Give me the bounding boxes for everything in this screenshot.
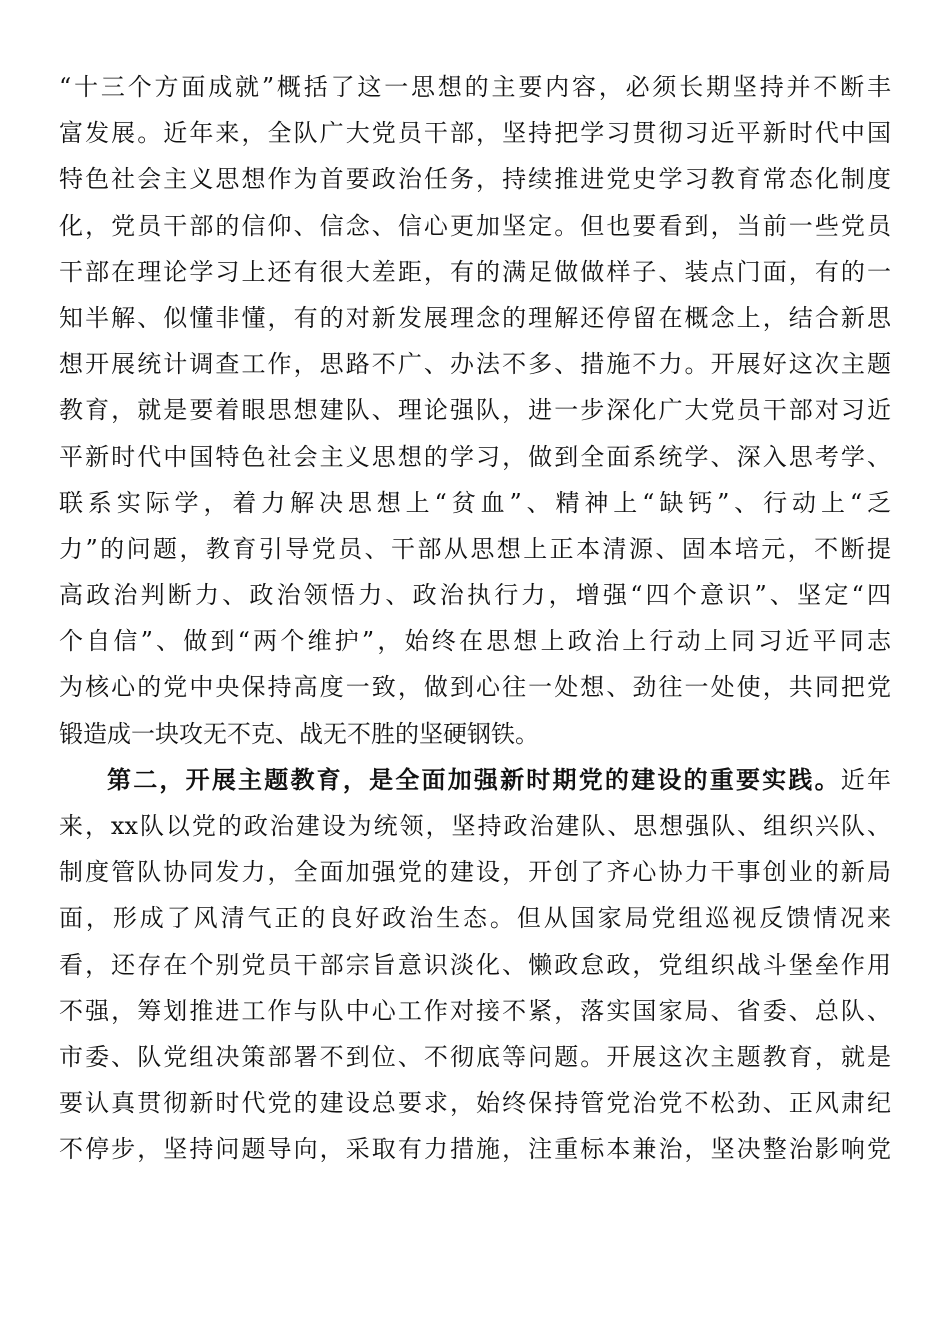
text-line: 不强，筹划推进工作与队中心工作对接不紧，落实国家局、省委、总队、: [59, 996, 891, 1025]
text-line: 力”的问题，教育引导党员、干部从思想上正本清源、固本培元，不断提: [59, 534, 891, 563]
text-line: 知半解、似懂非懂，有的对新发展理念的理解还停留在概念上，结合新思: [59, 303, 891, 332]
text-line: 面，形成了风清气正的良好政治生态。但从国家局党组巡视反馈情况来: [59, 904, 891, 933]
text-line: 个自信”、做到“两个维护”，始终在思想上政治上行动上同习近平同志: [59, 627, 891, 656]
heading-line-continuation: 近年: [840, 765, 892, 794]
text-line: 制度管队协同发力，全面加强党的建设，开创了齐心协力干事创业的新局: [59, 858, 891, 887]
text-line: 化，党员干部的信仰、信念、信心更加坚定。但也要看到，当前一些党员: [59, 211, 891, 240]
text-line: 教育，就是要着眼思想建队、理论强队，进一步深化广大党员干部对习近: [59, 396, 891, 425]
text-line: 干部在理论学习上还有很大差距，有的满足做做样子、装点门面，有的一: [59, 257, 891, 286]
text-line: 联系实际学，着力解决思想上“贫血”、精神上“缺钙”、行动上“乏: [59, 488, 891, 517]
text-line: 看，还存在个别党员干部宗旨意识淡化、懒政怠政，党组织战斗堡垒作用: [59, 950, 891, 979]
text-line: 高政治判断力、政治领悟力、政治执行力，增强“四个意识”、坚定“四: [59, 581, 891, 610]
paragraph-heading: 第二，开展主题教育，是全面加强新时期党的建设的重要实践。: [107, 764, 841, 794]
text-line: 为核心的党中央保持高度一致，做到心往一处想、劲往一处使，共同把党: [59, 673, 891, 702]
text-line: 不停步，坚持问题导向，采取有力措施，注重标本兼治，坚决整治影响党: [59, 1135, 891, 1164]
text-line: 锻造成一块攻无不克、战无不胜的坚硬钢铁。: [59, 719, 539, 748]
text-line: 富发展。近年来，全队广大党员干部，坚持把学习贯彻习近平新时代中国: [59, 119, 891, 148]
text-line: 来，xx队以党的政治建设为统领，坚持政治建队、思想强队、组织兴队、: [59, 812, 891, 840]
text-line: 特色社会主义思想作为首要政治任务，持续推进党史学习教育常态化制度: [59, 165, 891, 194]
text-line: 想开展统计调查工作，思路不广、办法不多、措施不力。开展好这次主题: [59, 350, 891, 379]
text-line: “十三个方面成就”概括了这一思想的主要内容，必须长期坚持并不断丰: [59, 73, 891, 101]
paragraph-heading-line: [59, 757, 891, 803]
text-line: 平新时代中国特色社会主义思想的学习，做到全面系统学、深入思考学、: [59, 442, 891, 471]
text-line: 要认真贯彻新时代党的建设总要求，始终保持管党治党不松劲、正风肃纪: [59, 1089, 891, 1118]
document-body: [59, 64, 891, 1173]
text-line: 市委、队党组决策部署不到位、不彻底等问题。开展这次主题教育，就是: [59, 1042, 891, 1071]
